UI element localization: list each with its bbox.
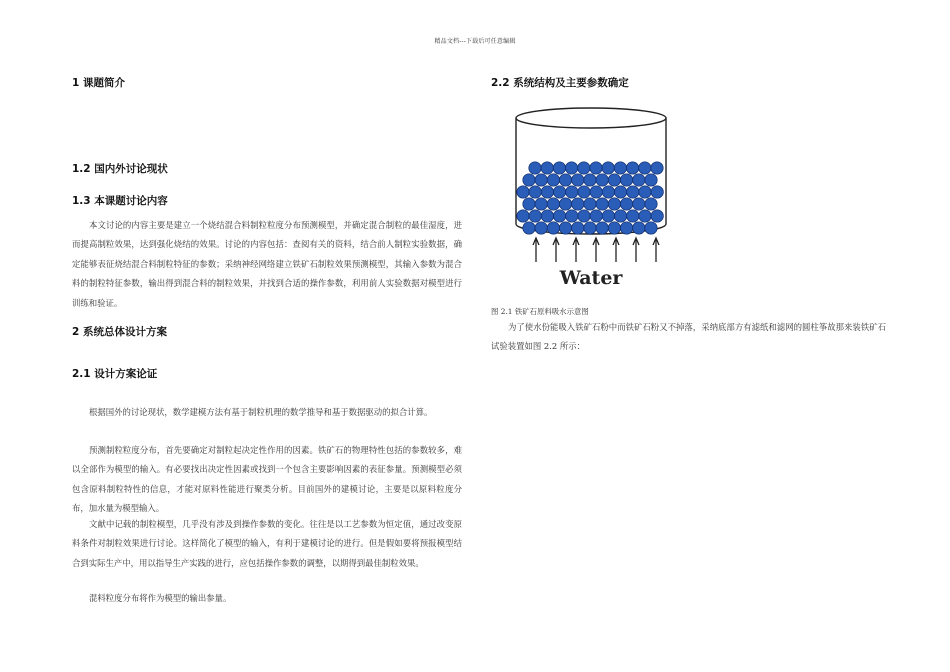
ore-particle bbox=[541, 162, 553, 174]
ore-particle bbox=[608, 198, 620, 210]
ore-particle bbox=[529, 186, 541, 198]
ore-particle bbox=[523, 222, 535, 234]
ore-particle bbox=[535, 222, 547, 234]
ore-particle bbox=[614, 186, 626, 198]
ore-particle bbox=[547, 222, 559, 234]
figure-caption: 图 2.1 铁矿石原料吸水示意图 bbox=[491, 307, 589, 316]
ore-particle bbox=[651, 210, 663, 222]
ore-particle bbox=[566, 210, 578, 222]
ore-particle bbox=[614, 162, 626, 174]
ore-particle bbox=[566, 186, 578, 198]
paragraph-research-content: 本文讨论的内容主要是建立一个烧结混合料制粒粒度分布预测模型，并确定混合制粒的最佳湿度，进而提高制粒效果，达到强化烧结的效果。讨论的内容包括：查阅有关的资料，结合前人制粒实验数据，确定能够表征烧结混合料制粒特征的参数；采纳神经网络建立铁矿石制粒效果预测模型，其输入参数为混合料的制粒特征参数，输出得到混合料的制粒效果，并找到合适的操作参数，利用前人实验数据对模型进行训练和验证。 bbox=[72, 220, 462, 308]
heading-2-2: 2.2 系统结构及主要参数确定 bbox=[491, 77, 629, 89]
heading-2: 2 系统总体设计方案 bbox=[72, 326, 167, 338]
ore-particle bbox=[584, 198, 596, 210]
paragraph-apparatus: 为了使水份能吸入铁矿石粉中而铁矿石粉又不掉落，采纳底部方有滤纸和滤网的圆柱筝故那来装铁矿石试验装置如图 2.2 所示： bbox=[491, 322, 886, 352]
ore-particle bbox=[572, 174, 584, 186]
ore-particle bbox=[584, 222, 596, 234]
ore-particle bbox=[523, 198, 535, 210]
ore-particle bbox=[578, 186, 590, 198]
ore-particle bbox=[590, 186, 602, 198]
figure-water-absorption bbox=[509, 100, 699, 300]
paragraph-output: 混料粒度分布将作为模型的输出参量。 bbox=[89, 593, 232, 603]
ore-particle bbox=[596, 198, 608, 210]
ore-particle bbox=[541, 210, 553, 222]
ore-particle bbox=[639, 210, 651, 222]
ore-particle bbox=[553, 162, 565, 174]
ore-particle bbox=[590, 162, 602, 174]
ore-particle bbox=[559, 174, 571, 186]
ore-particle bbox=[639, 162, 651, 174]
paragraph-factors: 预测制粒粒度分布，首先要确定对制粒起决定性作用的因素。铁矿石的物理特性包括的参数较多，难以全部作为模型的输入。有必要找出决定性因素或找到一个包含主要影响因素的表征参量。预测模型必须包含原料制粒特性的信息，才能对原料性能进行聚类分析。目前国外的建模讨论，主要是以原料粒度分布，加水量为模型输入。 bbox=[72, 445, 462, 514]
ore-particle bbox=[596, 222, 608, 234]
ore-particle bbox=[608, 174, 620, 186]
paragraph-method: 根据国外的讨论现状，数学建模方法有基于制粒机理的数学推导和基于数据驱动的拟合计算。 bbox=[89, 407, 433, 417]
heading-1-3: 1.3 本课题讨论内容 bbox=[72, 195, 168, 207]
page-header: 精品文档---下载后可任意编辑 bbox=[434, 38, 516, 45]
ore-particle bbox=[517, 210, 529, 222]
ore-particle bbox=[529, 210, 541, 222]
ore-particle bbox=[614, 210, 626, 222]
ore-particle bbox=[553, 186, 565, 198]
ore-particles bbox=[517, 162, 664, 234]
ore-particle bbox=[627, 186, 639, 198]
water-arrows bbox=[533, 238, 659, 262]
paragraph-models: 文献中记载的制粒模型，几乎没有涉及到操作参数的变化。往往是以工艺参数为恒定值，通过改变原料条件对制粒效果进行讨论。这样简化了模型的输入，有利于建模讨论的进行。但是假如要将预报模型结合到实际生产中，用以指导生产实践的进行，应包括操作参数的调整，以期得到最佳制粒效果。 bbox=[72, 519, 462, 568]
ore-particle bbox=[645, 174, 657, 186]
ore-particle bbox=[602, 162, 614, 174]
ore-particle bbox=[620, 198, 632, 210]
heading-1-2: 1.2 国内外讨论现状 bbox=[72, 163, 168, 175]
ore-particle bbox=[559, 198, 571, 210]
ore-particle bbox=[535, 174, 547, 186]
ore-particle bbox=[651, 162, 663, 174]
ore-particle bbox=[633, 198, 645, 210]
cylinder-diagram bbox=[509, 100, 699, 300]
ore-particle bbox=[547, 174, 559, 186]
ore-particle bbox=[565, 162, 577, 174]
ore-particle bbox=[559, 222, 571, 234]
ore-particle bbox=[645, 222, 657, 234]
ore-particle bbox=[553, 210, 565, 222]
heading-1: 1 课题简介 bbox=[72, 77, 125, 89]
ore-particle bbox=[651, 186, 663, 198]
ore-particle bbox=[584, 174, 596, 186]
heading-2-1: 2.1 设计方案论证 bbox=[72, 368, 158, 380]
ore-particle bbox=[633, 174, 645, 186]
ore-particle bbox=[535, 198, 547, 210]
ore-particle bbox=[523, 174, 535, 186]
ore-particle bbox=[620, 174, 632, 186]
cylinder-top-rim bbox=[516, 108, 666, 128]
ore-particle bbox=[602, 210, 614, 222]
ore-particle bbox=[547, 198, 559, 210]
ore-particle bbox=[620, 222, 632, 234]
ore-particle bbox=[639, 186, 651, 198]
ore-particle bbox=[517, 186, 529, 198]
water-label: Water bbox=[559, 267, 623, 289]
ore-particle bbox=[596, 174, 608, 186]
ore-particle bbox=[590, 210, 602, 222]
ore-particle bbox=[541, 186, 553, 198]
ore-particle bbox=[626, 162, 638, 174]
ore-particle bbox=[578, 162, 590, 174]
ore-particle bbox=[572, 198, 584, 210]
ore-particle bbox=[572, 222, 584, 234]
ore-particle bbox=[627, 210, 639, 222]
ore-particle bbox=[645, 198, 657, 210]
ore-particle bbox=[602, 186, 614, 198]
ore-particle bbox=[578, 210, 590, 222]
ore-particle bbox=[608, 222, 620, 234]
ore-particle bbox=[633, 222, 645, 234]
ore-particle bbox=[529, 162, 541, 174]
